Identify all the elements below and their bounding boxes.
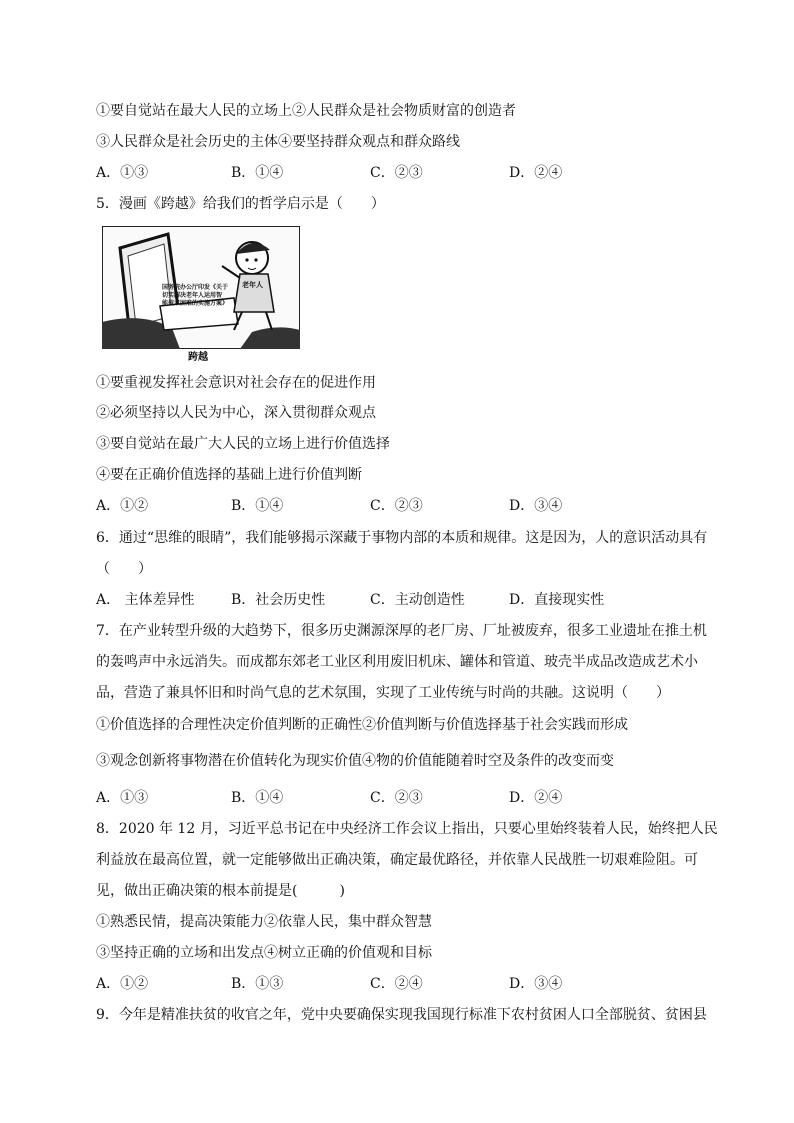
question-9-line-1: 9．今年是精准扶贫的收官之年，党中央要确保实现我国现行标准下农村贫困人口全部脱贫、贫困县 <box>96 1007 707 1023</box>
q5-statement-2: ②必须坚持以人民为中心，深入贯彻群众观点 <box>96 405 376 421</box>
q7-statements-2: ③观念创新将事物潜在价值转化为现实价值④物的价值能随着时空及条件的改变而变 <box>96 753 614 769</box>
option-c: C．②③ <box>370 498 423 514</box>
option-d: D．②④ <box>509 165 563 181</box>
cartoon-title: 跨越 <box>188 352 208 363</box>
q7-options <box>96 789 696 807</box>
question-7-line-2: 的轰鸣声中永远消失。而成都东郊老工业区利用废旧机床、罐体和管道、玻壳半成品改造成艺术小 <box>96 654 698 670</box>
q6-options <box>96 591 696 609</box>
cartoon-person-label: 老年人 <box>242 281 263 289</box>
option-a: A．①② <box>96 976 149 992</box>
q5-options <box>96 497 696 515</box>
q8-statements-2: ③坚持正确的立场和出发点④树立正确的价值观和目标 <box>96 945 432 961</box>
option-b: B．①③ <box>231 976 284 992</box>
q4-statement-1: ①要自觉站在最大人民的立场上②人民群众是社会物质财富的创造者 <box>96 103 516 119</box>
option-d: D．②④ <box>509 790 563 806</box>
q4-statement-2: ③人民群众是社会历史的主体④要坚持群众观点和群众路线 <box>96 134 460 150</box>
option-a: A．①② <box>96 498 149 514</box>
option-a: A． 主体差异性 <box>96 592 195 608</box>
option-b: B．社会历史性 <box>231 592 326 608</box>
option-b: B．①④ <box>231 498 284 514</box>
option-b: B．①④ <box>231 165 284 181</box>
caption-line-2: 切实解决老年人运用智 <box>162 292 223 299</box>
caption-line-3: 能技术困难的实施方案》 <box>162 300 229 307</box>
q5-statement-1: ①要重视发挥社会意识对社会存在的促进作用 <box>96 375 376 391</box>
question-8-line-3: 见，做出正确决策的根本前提是( ) <box>96 883 345 899</box>
cartoon-crossing <box>102 226 300 363</box>
caption-line-1: 国务院办公厅印发《关于 <box>162 284 229 291</box>
question-8-line-2: 利益放在最高位置，就一定能够做出正确决策，确定最优路径，并依靠人民战胜一切艰难险阻。可 <box>96 852 698 868</box>
question-7-line-3: 品，营造了兼具怀旧和时尚气息的艺术氛围，实现了工业传统与时尚的共融。这说明（ ） <box>96 685 670 701</box>
option-c: C．②④ <box>370 976 423 992</box>
question-8-line-1: 8．2020 年 12 月，习近平总书记在中央经济工作会议上指出，只要心里始终装着人民，始终把人民 <box>96 821 718 837</box>
option-c: C．②③ <box>370 165 423 181</box>
option-c: C．主动创造性 <box>370 592 465 608</box>
q8-options <box>96 975 696 993</box>
option-d: D．③④ <box>509 976 563 992</box>
question-6: 6．通过“思维的眼睛”，我们能够揭示深藏于事物内部的本质和规律。这是因为，人的意识活动具有 <box>96 530 708 546</box>
option-a: A．①③ <box>96 790 149 806</box>
q7-statements-1: ①价值选择的合理性决定价值判断的正确性②价值判断与价值选择基于社会实践而形成 <box>96 717 628 733</box>
question-7-line-1: 7．在产业转型升级的大趋势下，很多历史渊源深厚的老厂房、厂址被废弃，很多工业遗址在推土机 <box>96 623 707 639</box>
option-d: D．直接现实性 <box>509 592 605 608</box>
q5-statement-4: ④要在正确价值选择的基础上进行价值判断 <box>96 467 362 483</box>
question-5: 5．漫画《跨越》给我们的哲学启示是（ ） <box>96 196 385 212</box>
q4-options <box>96 164 696 182</box>
question-6-bracket: （ ） <box>96 561 152 577</box>
option-a: A．①③ <box>96 165 149 181</box>
q5-statement-3: ③要自觉站在最广大人民的立场上进行价值选择 <box>96 436 390 452</box>
option-d: D．③④ <box>509 498 563 514</box>
option-c: C．②③ <box>370 790 423 806</box>
q8-statements-1: ①熟悉民情，提高决策能力②依靠人民，集中群众智慧 <box>96 914 432 930</box>
option-b: B．①④ <box>231 790 284 806</box>
cartoon-caption <box>162 284 242 308</box>
